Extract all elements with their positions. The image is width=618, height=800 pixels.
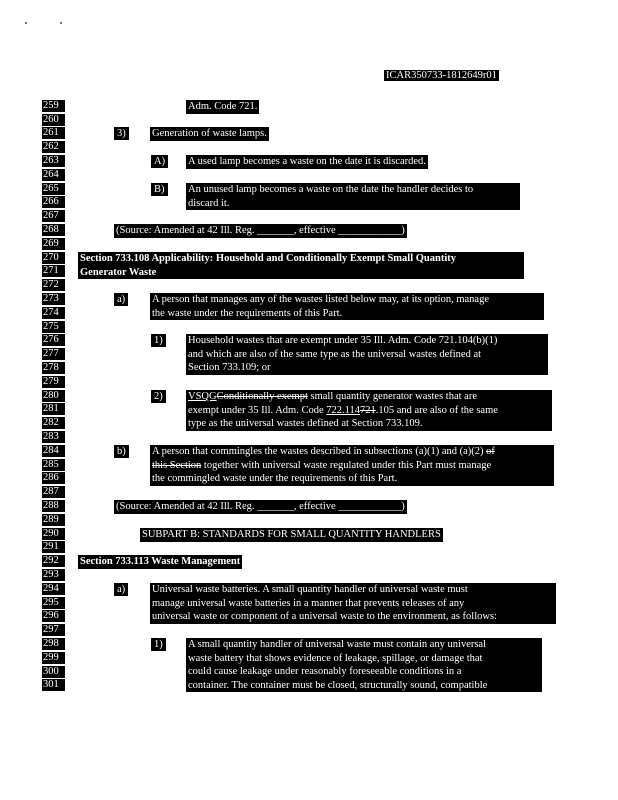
source-suffix: ) [401, 501, 405, 512]
paragraph-line: container. The container must be closed, structurally sound, compatible [188, 679, 488, 691]
deleted-text: of [486, 446, 495, 457]
line-number: 275 [42, 321, 65, 333]
line-number: 262 [42, 141, 65, 153]
line-number: 299 [42, 652, 65, 664]
line-number: 278 [42, 362, 65, 374]
line-number: 276 [42, 334, 65, 346]
source-mid: , effective [293, 225, 339, 236]
text-span: A person that commingles the wastes described in subsections (a)(1) and (a)(2) [152, 446, 487, 457]
line-number: 287 [42, 486, 65, 498]
line-number: 259 [42, 100, 65, 112]
deleted-text: Conditionally exempt [216, 391, 308, 402]
section-heading: Section 733.113 Waste Management [80, 556, 241, 567]
list-marker: a) [114, 583, 128, 596]
line-number: 272 [42, 279, 65, 291]
inserted-text: 722.114 [326, 404, 360, 416]
line-number: 295 [42, 597, 65, 609]
paragraph-block [186, 183, 520, 210]
line-number: 291 [42, 541, 65, 553]
paragraph-line: A person that manages any of the wastes listed below may, at its option, manage [152, 294, 489, 305]
paragraph-line: discard it. [188, 197, 230, 209]
scan-speck [60, 22, 62, 24]
line-number: 281 [42, 403, 65, 415]
document-id: ICAR350733-1812649r01 [386, 70, 497, 81]
scan-speck [25, 22, 27, 24]
line-number: 260 [42, 114, 65, 126]
paragraph-text: A used lamp becomes a waste on the date it is discarded. [188, 156, 426, 167]
paragraph-line: manage universal waste batteries in a manner that prevents releases of any [152, 597, 465, 609]
list-marker: A) [151, 155, 168, 168]
section-heading [78, 252, 524, 279]
line-number: 289 [42, 514, 65, 526]
line-number: 285 [42, 459, 65, 471]
subpart-heading: SUBPART B: STANDARDS FOR SMALL QUANTITY HANDLERS [142, 529, 441, 540]
adm-code-tail: Adm. Code 721. [188, 101, 258, 112]
line-number: 274 [42, 307, 65, 319]
line-number: 292 [42, 555, 65, 567]
paragraph-block [150, 583, 556, 624]
blank-line: _______ [257, 225, 294, 236]
paragraph-line [152, 445, 552, 459]
list-marker: b) [114, 445, 129, 458]
heading-line: Section 733.108 Applicability: Household and Conditionally Exempt Small Quantity [80, 253, 457, 264]
source-note [114, 224, 407, 238]
blank-line: ____________ [338, 225, 402, 236]
line-number: 270 [42, 252, 65, 264]
line-number: 288 [42, 500, 65, 512]
line-number: 282 [42, 417, 65, 429]
blank-line: ____________ [338, 501, 402, 512]
source-note [114, 500, 407, 514]
paragraph-line [152, 459, 552, 473]
line-number: 279 [42, 376, 65, 388]
paragraph-block [150, 293, 544, 320]
line-number: 269 [42, 238, 65, 250]
text-span: together with universal waste regulated under this Part must manage [201, 459, 492, 471]
text-span: small quantity generator wastes that are [307, 391, 477, 402]
list-marker: a) [114, 293, 128, 306]
line-number: 266 [42, 196, 65, 208]
paragraph-line: and which are also of the same type as the universal wastes defined at [188, 348, 482, 360]
line-number: 280 [42, 390, 65, 402]
list-marker: 1) [151, 334, 166, 347]
paragraph-line: the waste under the requirements of this Part. [152, 307, 343, 319]
list-marker: 1) [151, 638, 166, 651]
paragraph-line [188, 390, 550, 404]
line-number: 268 [42, 224, 65, 236]
paragraph-line: type as the universal wastes defined at Section 733.109. [188, 418, 423, 429]
line-number: 298 [42, 638, 65, 650]
paragraph-line: could cause leakage under reasonably foreseeable conditions in a [188, 666, 462, 677]
line-number: 293 [42, 569, 65, 581]
source-suffix: ) [401, 225, 405, 236]
line-number: 284 [42, 445, 65, 457]
paragraph-line: waste battery that shows evidence of leakage, spillage, or damage that [188, 652, 483, 664]
list-marker: B) [151, 183, 168, 196]
text-span: .105 and are also of the same [375, 404, 498, 416]
line-number: 271 [42, 265, 65, 277]
paragraph-line: An unused lamp becomes a waste on the date the handler decides to [188, 184, 474, 195]
deleted-text: this Section [152, 459, 202, 471]
list-marker: 3) [114, 127, 129, 140]
inserted-text: VSQG [188, 391, 217, 402]
line-number: 273 [42, 293, 65, 305]
paragraph-line: A small quantity handler of universal waste must contain any universal [188, 639, 487, 650]
paragraph-line: universal waste or component of a universal waste to the environment, as follows: [152, 611, 497, 622]
paragraph-line: Household wastes that are exempt under 35 Ill. Adm. Code 721.104(b)(1) [188, 335, 498, 346]
paragraph-block [186, 334, 548, 375]
line-number: 296 [42, 610, 65, 622]
line-number: 286 [42, 472, 65, 484]
deleted-text: 721 [359, 404, 376, 416]
paragraph-line [188, 404, 550, 418]
line-number: 277 [42, 348, 65, 360]
text-span: exempt under 35 Ill. Adm. Code [188, 404, 327, 416]
source-prefix: (Source: Amended at 42 Ill. Reg. [116, 501, 258, 512]
source-mid: , effective [293, 501, 339, 512]
line-number: 300 [42, 666, 65, 678]
paragraph-line: the commingled waste under the requirements of this Part. [152, 473, 398, 484]
line-number: 290 [42, 528, 65, 540]
line-number: 263 [42, 155, 65, 167]
paragraph-block [150, 445, 554, 486]
list-marker: 2) [151, 390, 166, 403]
blank-line: _______ [257, 501, 294, 512]
line-number: 283 [42, 431, 65, 443]
line-number: 261 [42, 127, 65, 139]
paragraph-block [186, 390, 552, 431]
line-number: 264 [42, 169, 65, 181]
paragraph-text: Generation of waste lamps. [152, 128, 267, 139]
source-prefix: (Source: Amended at 42 Ill. Reg. [116, 225, 258, 236]
heading-line: Generator Waste [80, 266, 157, 278]
line-number: 265 [42, 183, 65, 195]
paragraph-line: Section 733.109; or [188, 362, 271, 373]
line-number: 297 [42, 624, 65, 636]
paragraph-block [186, 638, 542, 692]
line-number: 301 [42, 679, 65, 691]
paragraph-line: Universal waste batteries. A small quantity handler of universal waste must [152, 584, 468, 595]
line-number: 267 [42, 210, 65, 222]
line-number: 294 [42, 583, 65, 595]
